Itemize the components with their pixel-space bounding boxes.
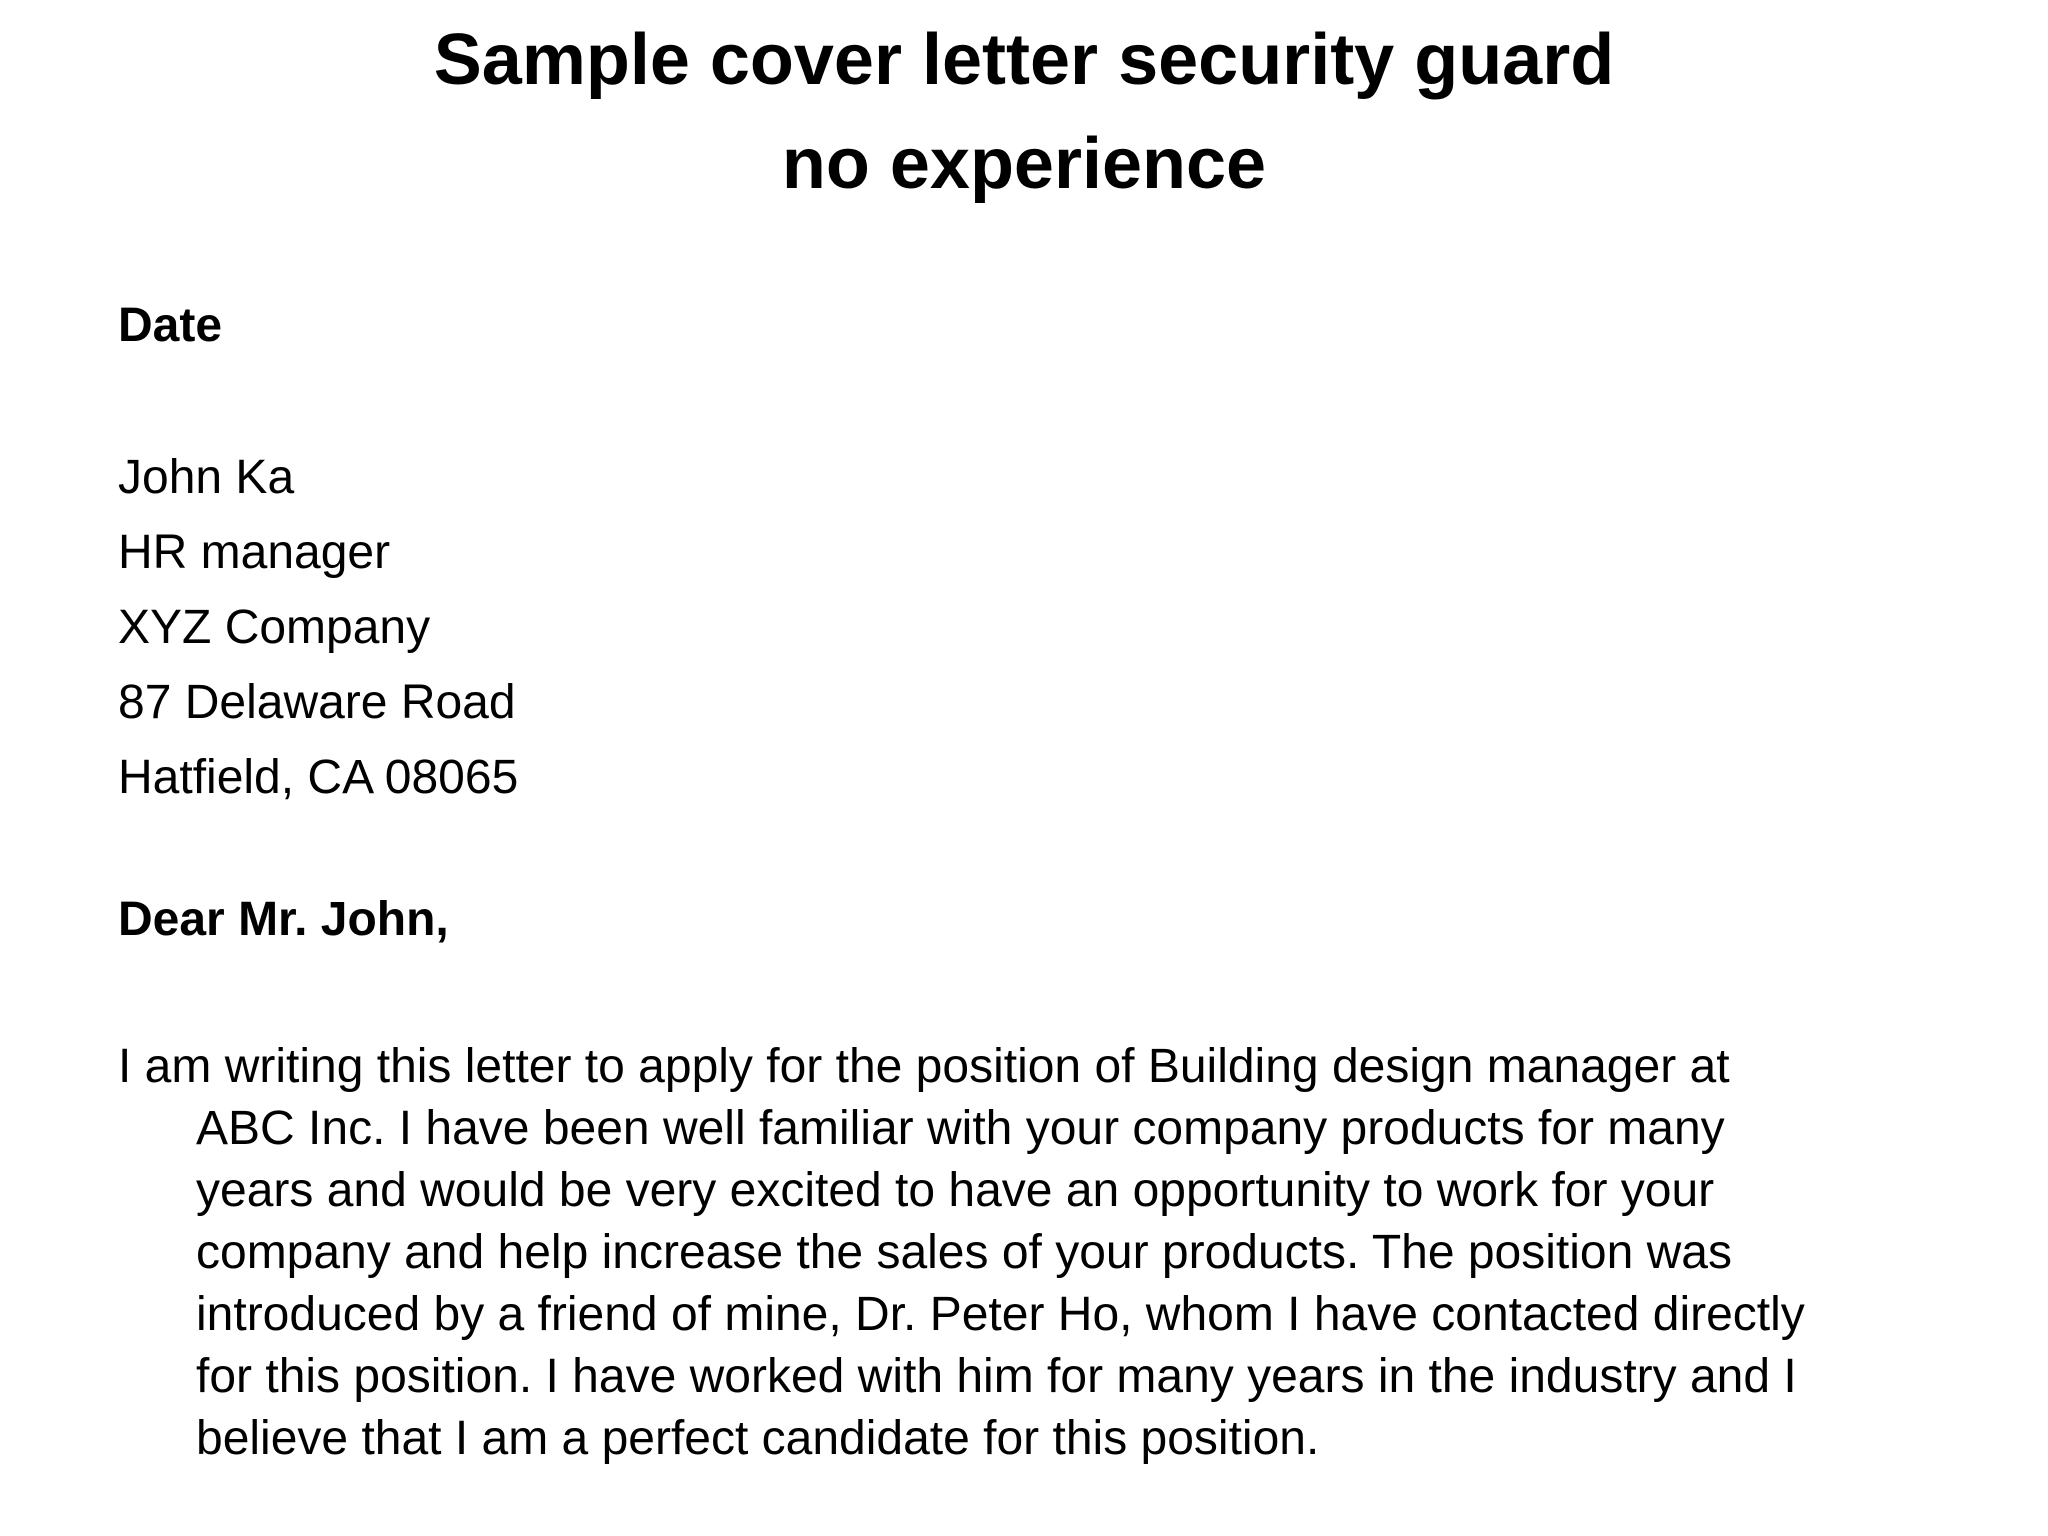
paragraph-line: I am writing this letter to apply for the position of Building design manager at [118,1040,1730,1093]
document-title-line-1: Sample cover letter security guard [433,20,1615,100]
paragraph-line: introduced by a friend of mine, Dr. Peter Ho, whom I have contacted directly [196,1288,1805,1341]
paragraph-line: for this position. I have worked with him for many years in the industry and I [196,1350,1797,1403]
recipient-address [118,440,518,815]
salutation: Dear Mr. John, [118,893,449,946]
paragraph-line: believe that I am a perfect candidate for this position. [196,1412,1320,1465]
date-label: Date [118,299,223,352]
recipient-street: 87 Delaware Road [118,676,516,729]
paragraph-line: ABC Inc. I have been well familiar with your company products for many [196,1102,1725,1155]
document-title-line-2: no experience [781,124,1267,204]
recipient-title: HR manager [118,526,391,579]
paragraph-line: company and help increase the sales of your products. The position was [196,1226,1732,1279]
body-paragraph [118,1036,1978,1470]
recipient-company: XYZ Company [118,601,431,654]
paragraph-line: years and would be very excited to have an opportunity to work for your [196,1164,1715,1217]
recipient-name: John Ka [118,451,295,504]
recipient-city: Hatfield, CA 08065 [118,751,519,804]
